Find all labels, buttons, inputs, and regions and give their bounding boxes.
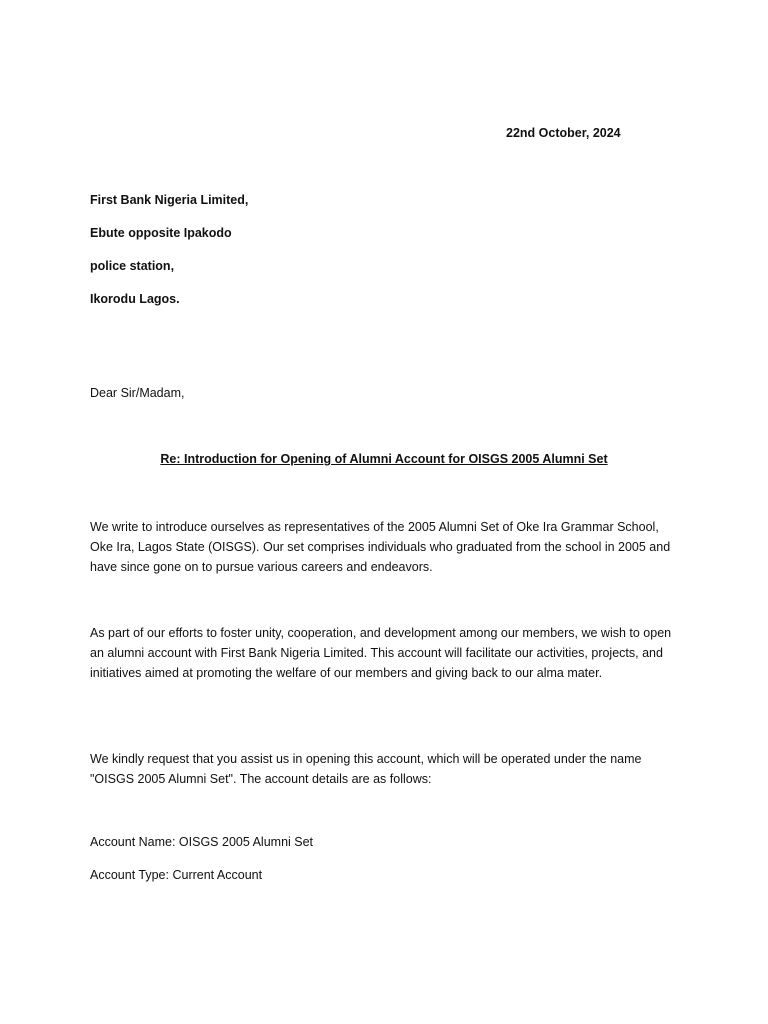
body-paragraph: We kindly request that you assist us in opening this account, which will be operated under the name "OISGS 2005 Alumni Set". The account details are as follows: bbox=[90, 752, 642, 786]
letter-date: 22nd October, 2024 bbox=[506, 126, 621, 140]
body-paragraph: As part of our efforts to foster unity, cooperation, and development among our members, we wish to open an alumni account with First Bank Nigeria Limited. This account will facilitate our activities, projects, and initiatives aimed at promoting the welfare of our members and giving back to our alma mater. bbox=[90, 626, 672, 680]
account-name-detail: Account Name: OISGS 2005 Alumni Set bbox=[90, 835, 314, 849]
address-line: police station, bbox=[90, 259, 175, 273]
address-line: Ikorodu Lagos. bbox=[90, 292, 180, 306]
subject-line: Re: Introduction for Opening of Alumni Account for OISGS 2005 Alumni Set bbox=[160, 452, 608, 466]
account-type-detail: Account Type: Current Account bbox=[90, 868, 263, 882]
body-paragraph: We write to introduce ourselves as representatives of the 2005 Alumni Set of Oke Ira Grammar School, Oke Ira, Lagos State (OISGS). Our set comprises individuals who graduated from the school in 2005 and have since gone on to pursue various careers and endeavors. bbox=[90, 520, 671, 574]
salutation: Dear Sir/Madam, bbox=[90, 386, 185, 400]
recipient-address bbox=[90, 191, 490, 323]
address-line: Ebute opposite Ipakodo bbox=[90, 226, 232, 240]
address-line: First Bank Nigeria Limited, bbox=[90, 193, 249, 207]
